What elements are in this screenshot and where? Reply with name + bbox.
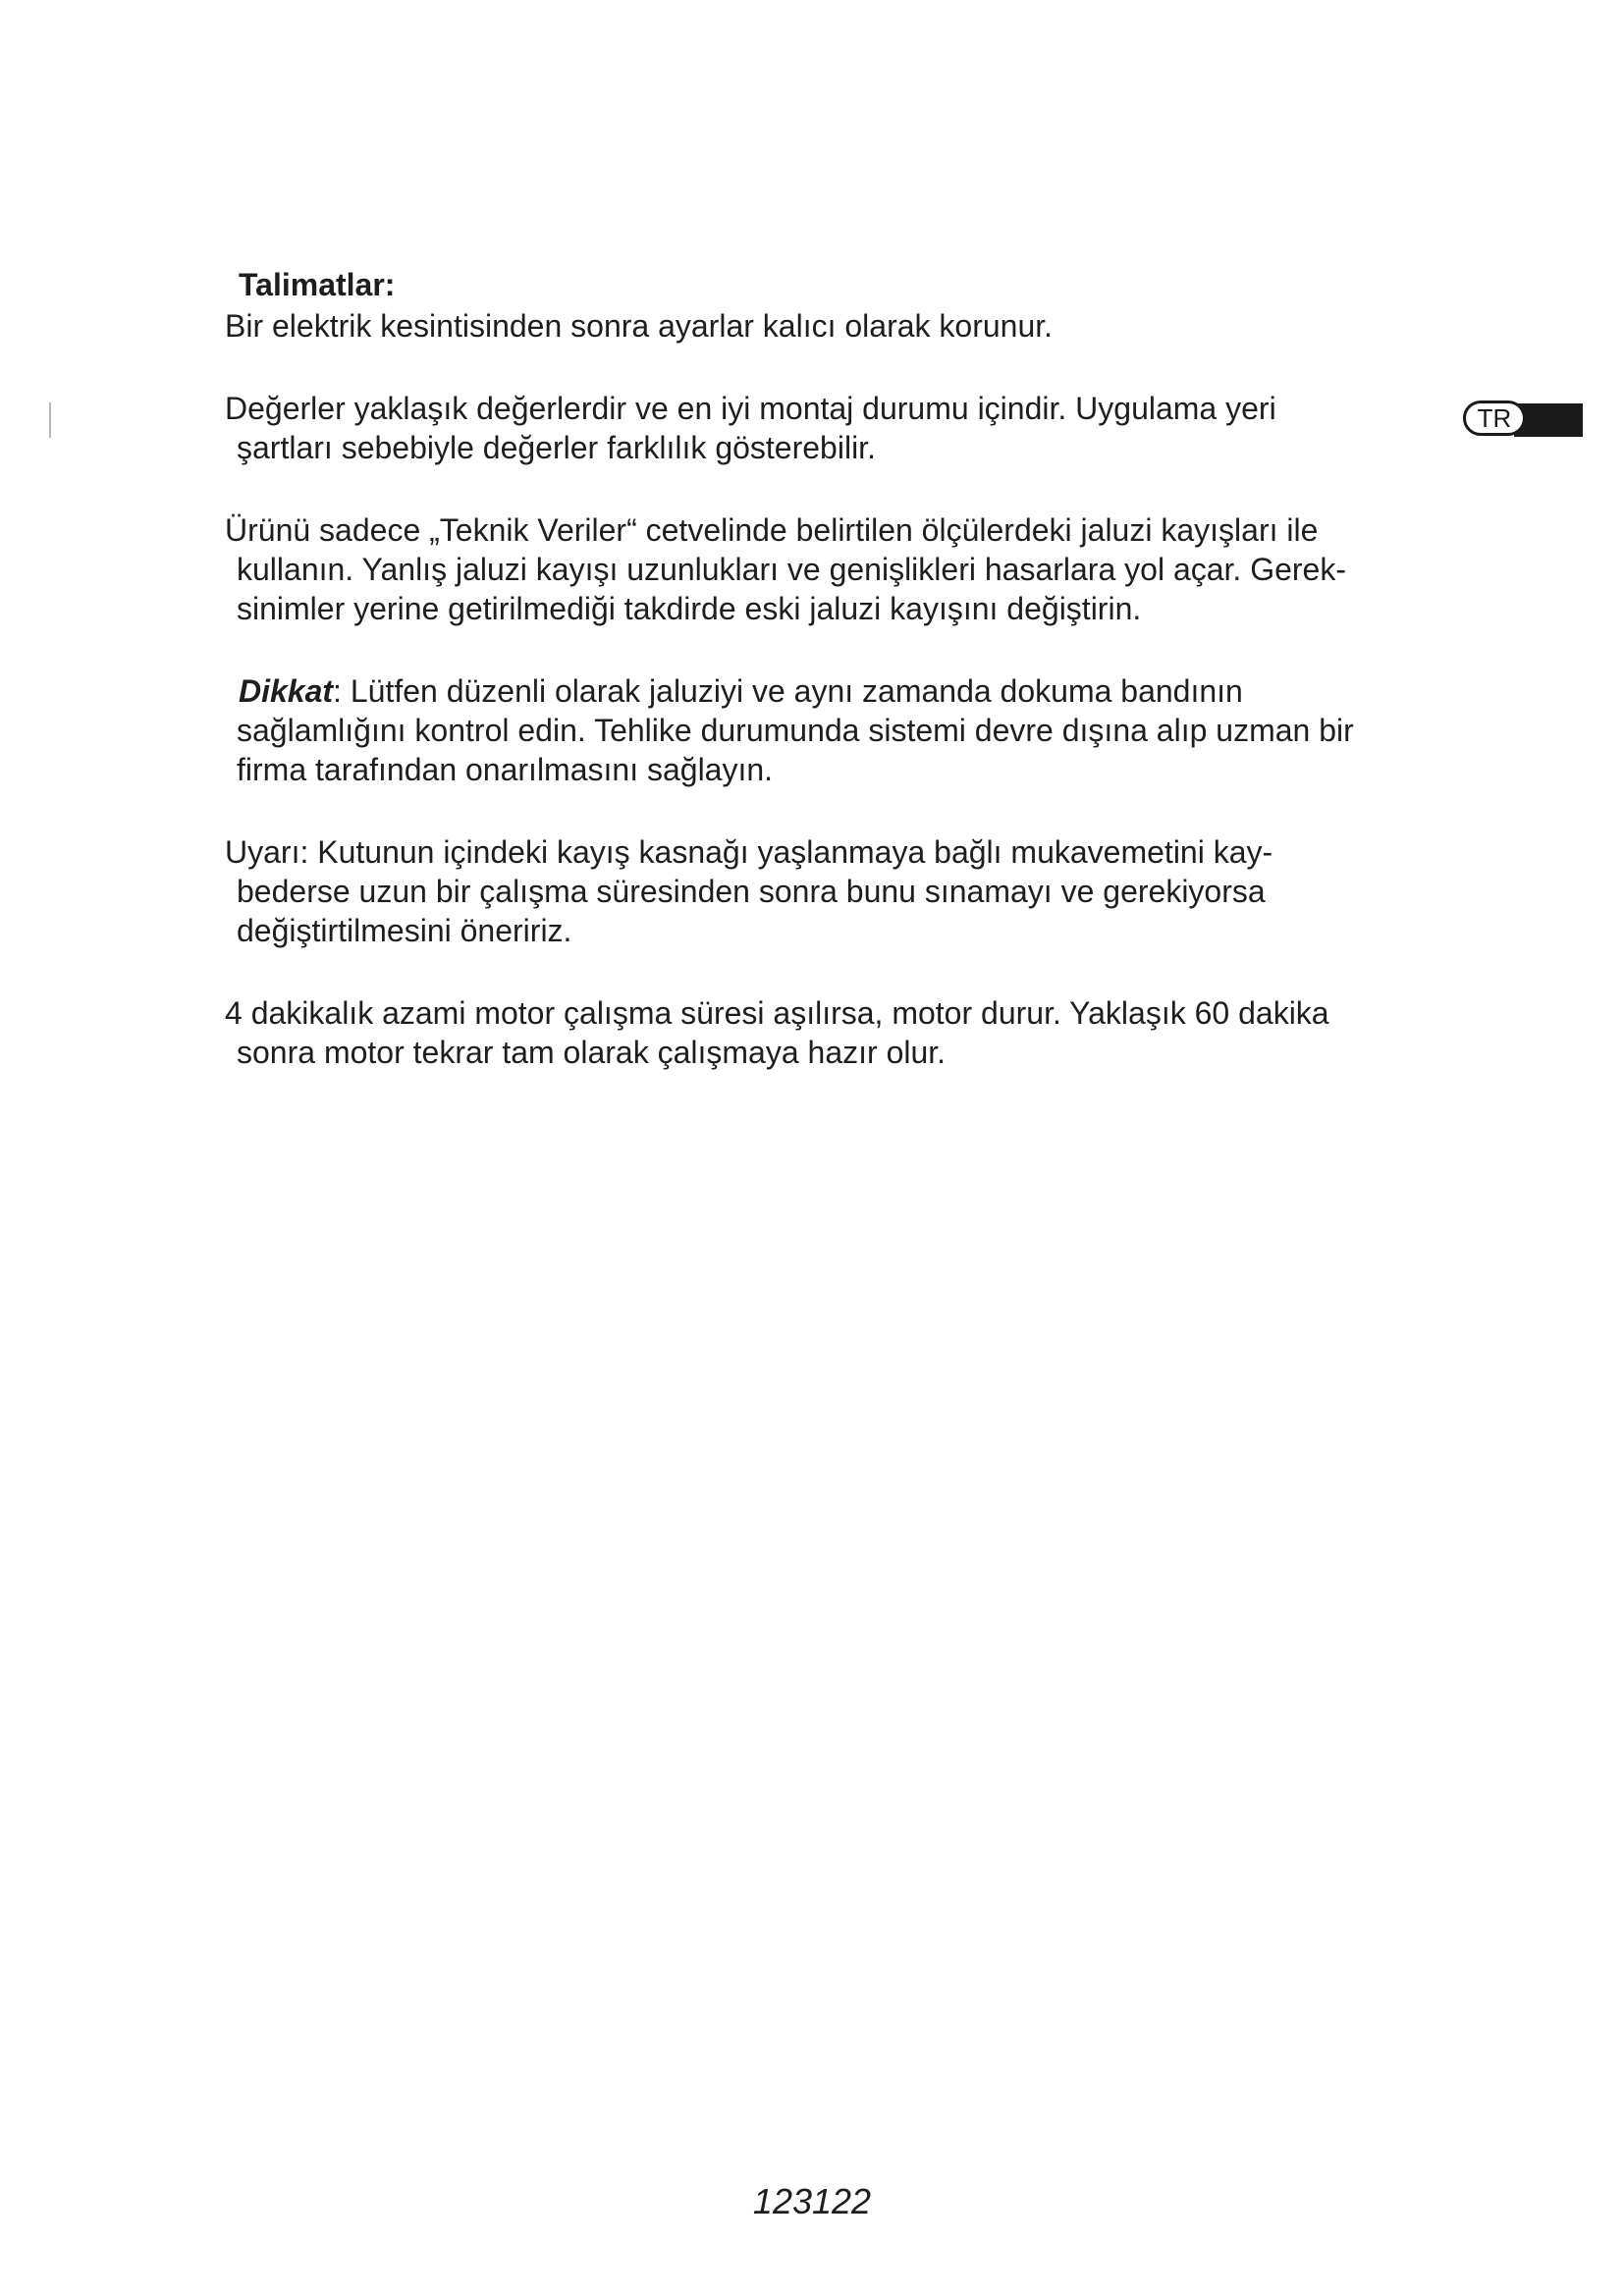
- section-heading: Talimatlar:: [239, 267, 396, 302]
- paragraph-5-line-1: Uyarı: Kutunun içindeki kayış kasnağı yaşlanmaya bağlı mukavemetini kay-: [225, 834, 1273, 870]
- paragraph-2-line-1: Değerler yaklaşık değerlerdir ve en iyi montaj durumu içindir. Uygulama yeri: [225, 391, 1276, 426]
- paragraph-5-line-2: bederse uzun bir çalışma süresinden sonra bunu sınamayı ve gerekiyorsa: [237, 874, 1266, 909]
- paragraph-4-line-2: sağlamlığını kontrol edin. Tehlike durumunda sistemi devre dışına alıp uzman bir: [237, 713, 1354, 748]
- language-badge: [1463, 400, 1591, 440]
- paragraph-6-line-2: sonra motor tekrar tam olarak çalışmaya hazır olur.: [237, 1035, 947, 1070]
- paragraph-1-line-1: Bir elektrik kesintisinden sonra ayarlar kalıcı olarak korunur.: [225, 308, 1054, 344]
- warning-emphasis: Dikkat: [239, 673, 334, 709]
- paragraph-4-line-1-text: : Lütfen düzenli olarak jaluziyi ve aynı zamanda dokuma bandının: [333, 673, 1243, 709]
- page-number: 123122: [752, 2181, 872, 2221]
- paragraph-3-line-1: Ürünü sadece „Teknik Veriler“ cetvelinde belirtilen ölçülerdeki jaluzi kayışları ile: [225, 512, 1319, 548]
- paragraph-3-line-3: sinimler yerine getirilmediği takdirde eski jaluzi kayışını değiştirin.: [237, 591, 1142, 626]
- margin-mark: [49, 402, 51, 438]
- language-badge-label: TR: [1463, 400, 1526, 436]
- paragraph-3-line-2: kullanın. Yanlış jaluzi kayışı uzunlukları ve genişlikleri hasarlara yol açar. Gerek-: [237, 552, 1346, 587]
- paragraph-5-line-3: değiştirtilmesini öneririz.: [237, 913, 572, 948]
- paragraph-2-line-2: şartları sebebiyle değerler farklılık gösterebilir.: [237, 430, 876, 465]
- paragraph-6-line-1: 4 dakikalık azami motor çalışma süresi aşılırsa, motor durur. Yaklaşık 60 dakika: [225, 995, 1329, 1031]
- paragraph-4-line-3: firma tarafından onarılmasını sağlayın.: [237, 752, 774, 787]
- paragraph-4-line-1: [239, 671, 1243, 711]
